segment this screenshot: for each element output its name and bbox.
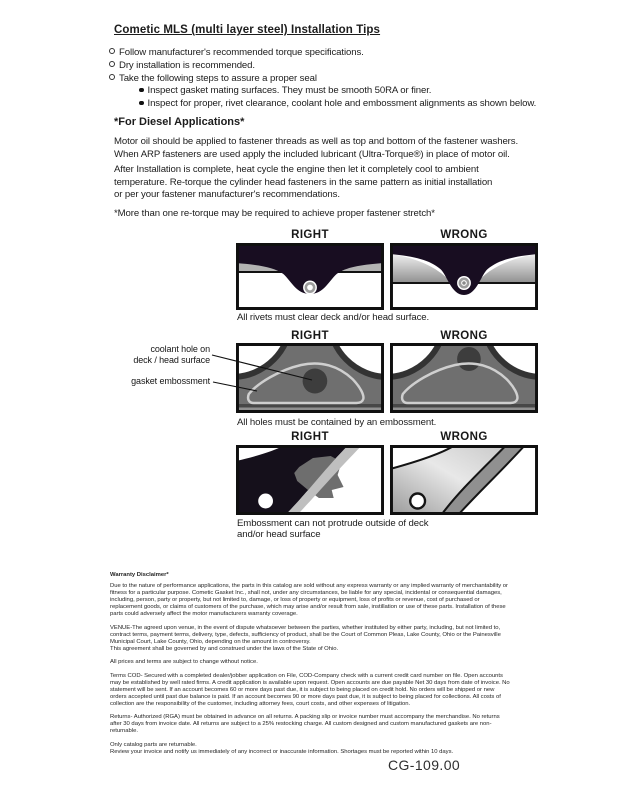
disclaimer-paragraph: This agreement shall be governed by and construed under the laws of the State of Ohio. xyxy=(110,645,339,652)
rivet-right-diagram xyxy=(236,243,384,310)
list-item xyxy=(109,85,536,98)
installation-tips-list xyxy=(109,47,536,111)
open-bullet-icon xyxy=(109,61,115,67)
solid-bullet-icon xyxy=(139,88,144,93)
open-bullet-icon xyxy=(109,48,115,54)
wrong-label: WRONG xyxy=(440,431,488,443)
protrude-right-art xyxy=(236,445,384,515)
protrude-right-diagram xyxy=(236,445,384,515)
diesel-applications-heading: *For Diesel Applications* xyxy=(114,116,245,128)
disclaimer-paragraph: Returns- Authorized (RGA) must be obtained in advance on all returns. A packing slip or invoice number must accompany the merchandise. No returns after 30 days from invoice date. All returns are subject to a 25% restocking charge. All custom designed and custom manufactured gaskets are non-returnable. xyxy=(110,714,500,734)
disclaimer-heading: Warranty Disclaimer* xyxy=(110,572,169,578)
diesel-paragraph-2 xyxy=(114,164,492,202)
annotation-line: deck / head surface xyxy=(133,355,210,365)
protrude-wrong-diagram xyxy=(390,445,538,515)
rivet-wrong-diagram xyxy=(390,243,538,310)
disclaimer-paragraph: Due to the nature of performance applications, the parts in this catalog are sold without any express warranty or any implied warranty of merchantability or fitness for a particular purpose. Cometic Gasket Inc., shall not, under any circumstances, be liable for any special, incidental or consequential damages, including, person, party or property, but not limited to, damage, or loss of property or equipment, loss of profits or revenue, cost of purchased or replacement goods, or claims of customers of the purchase, which may arise and/or result from sale, instillation or use of these parts. Installation of these parts could adversely affect the motor manufacturers warranty coverage. xyxy=(110,583,508,617)
hole-caption: All holes must be contained by an embossment. xyxy=(237,417,437,428)
hole-right-art xyxy=(236,343,384,413)
wrong-label: WRONG xyxy=(440,330,488,342)
right-label: RIGHT xyxy=(291,229,329,241)
protrude-wrong-art xyxy=(390,445,538,515)
right-label: RIGHT xyxy=(291,431,329,443)
paragraph-line: After Installation is complete, heat cycle the engine then let it completely cool to ambient xyxy=(114,164,479,175)
list-item xyxy=(109,73,536,86)
tip-text: Inspect gasket mating surfaces. They must be smooth 50RA or finer. xyxy=(147,85,432,97)
caption-line: and/or head surface xyxy=(237,529,321,540)
diesel-paragraph-1 xyxy=(114,136,518,161)
hole-right-diagram xyxy=(236,343,384,413)
tip-text: Inspect for proper, rivet clearance, coolant hole and embossment alignments as shown below. xyxy=(147,98,537,110)
rivet-right-art xyxy=(236,243,384,310)
tip-text: Follow manufacturer's recommended torque specifications. xyxy=(119,47,364,58)
tip-text: Take the following steps to assure a proper seal xyxy=(119,72,317,84)
solid-bullet-icon xyxy=(139,101,144,106)
disclaimer-paragraph: All prices and terms are subject to change without notice. xyxy=(110,659,258,665)
protrude-caption xyxy=(237,518,428,540)
annotation-line: coolant hole on xyxy=(150,344,210,354)
paragraph-line: Motor oil should be applied to fastener threads as well as top and bottom of the fastener washers. xyxy=(114,136,519,147)
disclaimer-paragraph: Review your invoice and notify us immediately of any incorrect or inaccurate information. Shortages must be reported within 10 days. xyxy=(110,748,454,755)
retorque-note: *More than one re-torque may be required to achieve proper fastener stretch* xyxy=(114,208,435,219)
list-item xyxy=(109,60,536,73)
disclaimer-paragraph: VENUE-The agreed upon venue, in the event of dispute whatsoever between the parties, whether instituted by either party, including, but not limited to, contract terms, payment terms, delivery, type, defects, sufficiency of product, shall be the Court of Common Pleas, Lake County, Ohio or the Painesville Municipal Court, Lake County, Ohio, depending on the amount in controversy. xyxy=(110,624,501,645)
disclaimer-paragraph: Only catalog parts are returnable. xyxy=(110,741,197,748)
page-title: Cometic MLS (multi layer steel) Installation Tips xyxy=(114,24,381,36)
caption-line: Embossment can not protrude outside of deck xyxy=(237,518,429,529)
hole-wrong-diagram xyxy=(390,343,538,413)
warranty-disclaimer xyxy=(110,572,512,756)
open-bullet-icon xyxy=(109,74,115,80)
right-label: RIGHT xyxy=(291,330,329,342)
hole-wrong-art xyxy=(390,343,538,413)
tip-text: Dry installation is recommended. xyxy=(119,59,255,71)
list-item xyxy=(109,98,536,111)
list-item xyxy=(109,47,536,60)
page-code: CG-109.00 xyxy=(388,757,461,773)
paragraph-line: When ARP fasteners are used apply the included lubricant (Ultra-Torque®) in place of motor oil. xyxy=(114,148,510,160)
disclaimer-paragraph: Terms COD- Secured with a completed dealer/jobber application on File, COD-Company check with a current credit card number on file. Open accounts may be established by well rated firms. A credit application is available upon request. Open accounts are due payable Net 30 days from date of invoice. No statement will be sent. If an account becomes 60 or more days past due, it is subject to being placed on credit hold. No orders will be shipped or new orders accepted until past due balance is paid. If an account becomes 90 or more days past due, it is subject to being placed for collections. All costs of collection are the responsibility of the customer, including attorney fees, court costs, and other expenses of litigation. xyxy=(110,672,510,707)
coolant-hole-annotation xyxy=(70,344,210,366)
paragraph-line: temperature. Re-torque the cylinder head fasteners in the same pattern as initial installation xyxy=(114,176,493,188)
gasket-embossment-annotation: gasket embossment xyxy=(131,376,210,386)
rivet-caption: All rivets must clear deck and/or head surface. xyxy=(237,312,430,323)
paragraph-line: or per your fastener manufacturer's recommendations. xyxy=(114,189,340,201)
rivet-wrong-art xyxy=(390,243,538,310)
wrong-label: WRONG xyxy=(440,229,488,241)
